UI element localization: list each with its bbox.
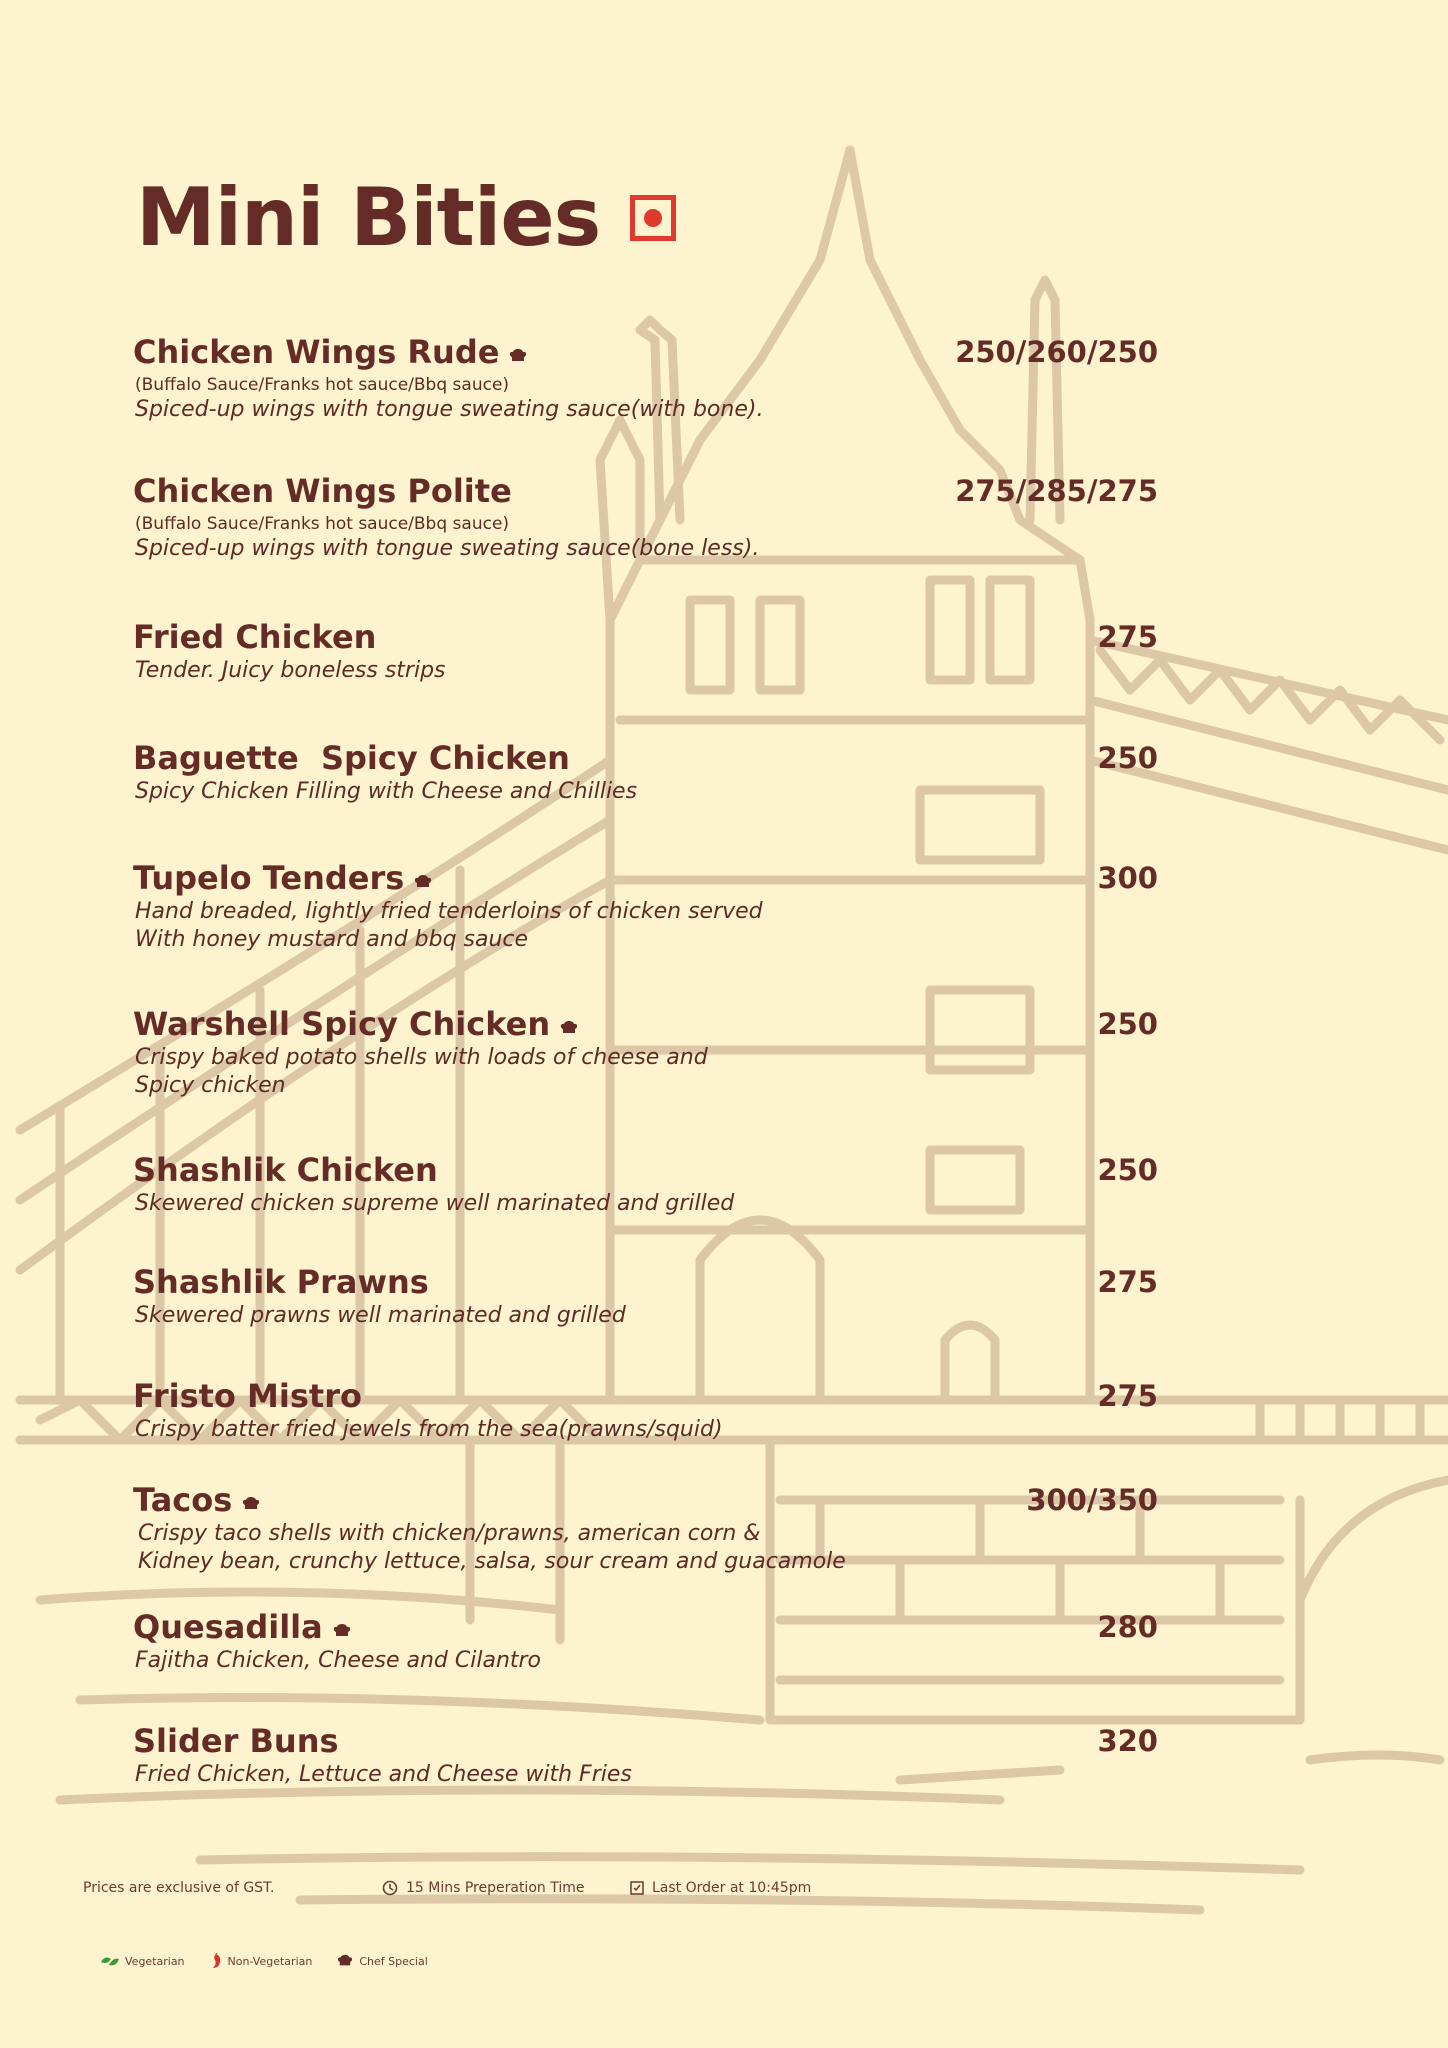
item-description: Tender. Juicy boneless strips: [135, 658, 446, 683]
item-sauce-options: (Buffalo Sauce/Franks hot sauce/Bbq sauce): [135, 375, 510, 395]
item-name: Tupelo Tenders: [133, 859, 405, 897]
menu-item-slider-buns: [133, 1721, 1158, 1789]
item-name: Chicken Wings Rude: [133, 333, 500, 371]
legend-vegetarian: [100, 1954, 185, 1968]
gst-note: [83, 1880, 274, 1896]
chef-hat-icon: [336, 1954, 354, 1968]
legend: [100, 1953, 452, 1969]
menu-item-warshell-spicy-chicken: [133, 1004, 1158, 1100]
menu-item-fried-chicken: [133, 617, 1158, 685]
item-description: Spicy Chicken Filling with Cheese and Chillies: [135, 779, 638, 804]
item-name: Fried Chicken: [133, 618, 377, 656]
item-description: Crispy baked potato shells with loads of cheese and Spicy chicken: [135, 1045, 708, 1098]
menu-item-shashlik-chicken: [133, 1150, 1158, 1218]
prep-time-note: [382, 1880, 584, 1896]
item-price: 250: [1097, 1153, 1158, 1187]
legend-non-vegetarian: [209, 1953, 313, 1969]
menu-item-fristo-mistro: [133, 1376, 1158, 1444]
menu-item-chicken-wings-polite: [133, 471, 1158, 563]
item-description: Spiced-up wings with tongue sweating sauce(bone less).: [135, 536, 760, 561]
item-name: Shashlik Prawns: [133, 1263, 429, 1301]
item-description: Crispy batter fried jewels from the sea(prawns/squid): [135, 1417, 723, 1442]
item-description: Skewered prawns well marinated and grilled: [135, 1303, 626, 1328]
chef-hat-icon: [242, 1496, 260, 1512]
item-price: 300/350: [1026, 1483, 1158, 1517]
last-order-text: Last Order at 10:45pm: [652, 1880, 812, 1896]
item-name: Chicken Wings Polite: [133, 472, 512, 510]
item-description: Crispy taco shells with chicken/prawns, american corn & Kidney bean, crunchy lettuce, salsa, sour cream and guacamole: [138, 1521, 846, 1574]
prep-time-text: 15 Mins Preperation Time: [406, 1880, 585, 1896]
chef-hat-icon: [333, 1623, 351, 1639]
legend-chef-special-label: Chef Special: [359, 1954, 428, 1968]
item-price: 250: [1097, 741, 1158, 775]
item-description: Fried Chicken, Lettuce and Cheese with Fries: [135, 1762, 632, 1787]
checkbox-icon: [630, 1881, 644, 1895]
chef-hat-icon: [414, 874, 432, 890]
menu-item-tupelo-tenders: [133, 858, 1158, 954]
menu-item-baguette-spicy-chicken: [133, 738, 1158, 806]
leaf-icon: [100, 1954, 120, 1968]
menu-header: [136, 171, 676, 264]
item-name: Shashlik Chicken: [133, 1151, 438, 1189]
legend-chef-special: [336, 1954, 427, 1968]
last-order-note: [630, 1880, 811, 1896]
item-price: 250/260/250: [955, 335, 1158, 369]
chef-hat-icon: [560, 1020, 578, 1036]
item-description: Hand breaded, lightly fried tenderloins of chicken served With honey mustard and bbq sauce: [135, 899, 763, 952]
menu-item-tacos: [133, 1480, 1158, 1576]
non-veg-symbol-icon: [630, 195, 676, 241]
item-sauce-options: (Buffalo Sauce/Franks hot sauce/Bbq sauce): [135, 514, 510, 534]
legend-non-vegetarian-label: Non-Vegetarian: [227, 1954, 313, 1968]
item-description: Fajitha Chicken, Cheese and Cilantro: [135, 1648, 542, 1673]
clock-icon: [382, 1880, 398, 1896]
item-description: Skewered chicken supreme well marinated and grilled: [135, 1191, 735, 1216]
menu-item-quesadilla: [133, 1607, 1158, 1675]
item-price: 320: [1097, 1724, 1158, 1758]
item-price: 275/285/275: [955, 474, 1158, 508]
item-name: Quesadilla: [133, 1608, 323, 1646]
item-description: Spiced-up wings with tongue sweating sauce(with bone).: [135, 397, 764, 422]
legend-vegetarian-label: Vegetarian: [125, 1954, 185, 1968]
chili-icon: [209, 1953, 223, 1969]
item-price: 275: [1097, 620, 1158, 654]
item-name: Fristo Mistro: [133, 1377, 362, 1415]
chef-hat-icon: [509, 348, 527, 364]
item-name: Tacos: [133, 1481, 233, 1519]
gst-note-text: Prices are exclusive of GST.: [83, 1880, 275, 1896]
item-name: Baguette Spicy Chicken: [133, 739, 570, 777]
item-price: 280: [1097, 1610, 1158, 1644]
menu-item-chicken-wings-rude: [133, 332, 1158, 424]
item-name: Slider Buns: [133, 1722, 339, 1760]
item-price: 275: [1097, 1265, 1158, 1299]
menu-title: Mini Bities: [136, 171, 601, 264]
item-price: 250: [1097, 1007, 1158, 1041]
item-price: 300: [1097, 861, 1158, 895]
item-name: Warshell Spicy Chicken: [133, 1005, 551, 1043]
menu-item-shashlik-prawns: [133, 1262, 1158, 1330]
item-price: 275: [1097, 1379, 1158, 1413]
